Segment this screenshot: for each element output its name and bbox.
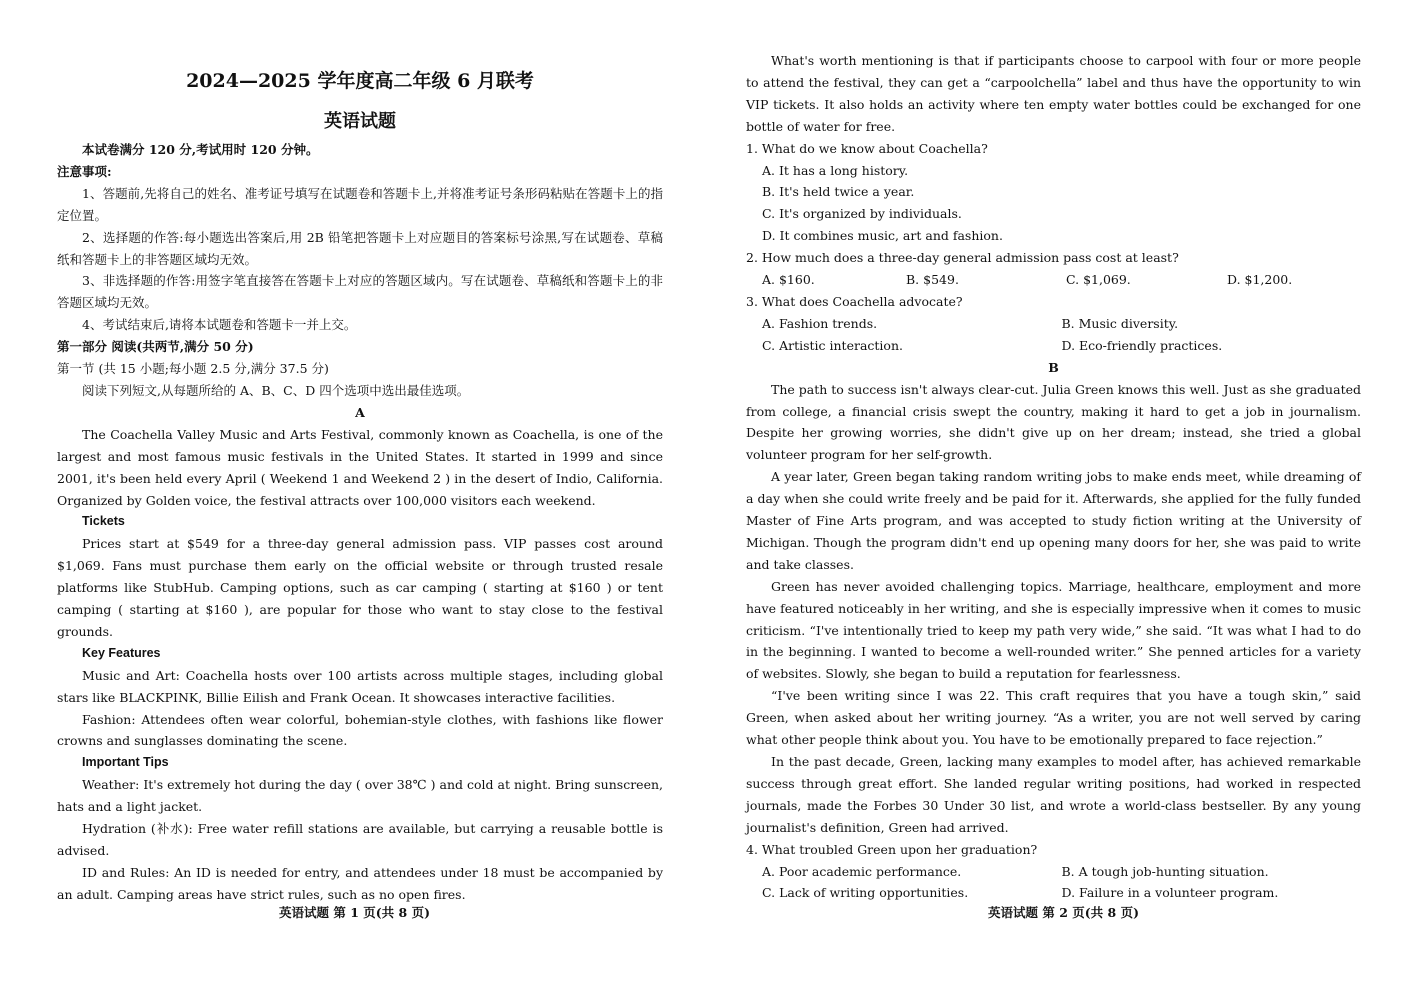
answer-option: A. Poor academic performance.	[762, 863, 962, 879]
passage-paragraph: In the past decade, Green, lacking many examples to model after, has achieved remarkable success through great effort. She landed regular writing positions, had worked in respected journals, made the Forbes 30 Under 30 list, and wrote a world-class bestseller. By any young journalist's definition, Green had arrived.	[746, 754, 1361, 835]
answer-option: D. It combines music, art and fashion.	[762, 228, 1003, 244]
answer-option: D. Eco-friendly practices.	[1061, 337, 1223, 353]
question-3: 3. What does Coachella advocate?	[746, 293, 963, 309]
options-row	[746, 313, 1361, 335]
instruction: 阅读下列短文,从每题所给的 A、B、C、D 四个选项中选出最佳选项。	[82, 382, 470, 398]
answer-option: B. A tough job-hunting situation.	[1061, 863, 1269, 879]
passage-paragraph: Fashion: Attendees often wear colorful, bohemian-style clothes, with fashions like flower crowns and sunglasses dominating the scene.	[57, 711, 663, 749]
answer-option: D. Failure in a volunteer program.	[1061, 885, 1279, 901]
tickets-heading: Tickets	[82, 514, 125, 529]
note-item: 2、选择题的作答:每小题选出答案后,用 2B 铅笔把答题卡上对应题目的答案标号涂黑,写在试题卷、草稿纸和答题卡上的非答题区域均无效。	[57, 229, 663, 267]
question-4: 4. What troubled Green upon her graduation?	[746, 841, 1038, 857]
answer-option: A. Fashion trends.	[762, 315, 878, 331]
score-info: 本试卷满分 120 分,考试用时 120 分钟。	[82, 142, 319, 157]
passage-paragraph: Prices start at $549 for a three-day general admission pass. VIP passes cost around $1,069. Fans must purchase them early on the official website or through trusted resale platforms like StubHub. Camping options, such as car camping ( starting at $160 ) or tent camping ( starting at $160 ), are popular for those who want to stay close to the festival grounds.	[57, 536, 663, 639]
answer-option: A. $160.	[762, 272, 815, 288]
page-footer: 英语试题 第 2 页(共 8 页)	[988, 905, 1139, 920]
answer-option: B. It's held twice a year.	[762, 184, 915, 200]
passage-paragraph: A year later, Green began taking random writing jobs to make ends meet, while dreaming of a day when she could write freely and be paid for it. Afterwards, she applied for the fully funded Master of Fine Arts program, and was accepted to study fiction writing at the University of Michigan. Though the program didn't end up opening many doors for her, she was paid to write and take classes.	[746, 469, 1361, 572]
options-row	[746, 269, 1361, 291]
answer-option: B. $549.	[906, 272, 959, 288]
note-item: 1、答题前,先将自己的姓名、准考证号填写在试题卷和答题卡上,并将准考证号条形码粘贴在答题卡上的指定位置。	[57, 185, 663, 223]
answer-option: D. $1,200.	[1227, 272, 1293, 288]
exam-title: 2024—2025 学年度高二年级 6 月联考	[186, 70, 534, 92]
passage-paragraph: Music and Art: Coachella hosts over 100 artists across multiple stages, including global stars like BLACKPINK, Billie Eilish and Frank Ocean. It showcases interactive facilities.	[57, 667, 663, 705]
question-2: 2. How much does a three-day general admission pass cost at least?	[746, 250, 1179, 266]
passage-paragraph: The path to success isn't always clear-cut. Julia Green knows this well. Just as she graduated from college, a financial crisis swept the country, making it hard to get a job in journalism. Despite her growing worries, she didn't give up on her dream; instead, she tried a global volunteer program for her self-growth.	[746, 381, 1361, 463]
options-row	[746, 861, 1361, 883]
features-heading: Key Features	[82, 645, 161, 660]
passage-paragraph: What's worth mentioning is that if participants choose to carpool with four or more people to attend the festival, they can get a “carpoolchella” label and thus have the opportunity to win VIP tickets. It also holds an activity where ten empty water bottles could be exchanged for one bottle of water for free.	[746, 53, 1361, 134]
page-footer: 英语试题 第 1 页(共 8 页)	[279, 905, 430, 920]
note-item: 3、非选择题的作答:用签字笔直接答在答题卡上对应的答题区域内。写在试题卷、草稿纸和答题卡上的非答题区域均无效。	[57, 273, 663, 311]
note-item: 4、考试结束后,请将本试题卷和答题卡一并上交。	[82, 317, 357, 333]
passage-b-label: B	[1048, 359, 1059, 375]
answer-option: C. Lack of writing opportunities.	[762, 885, 969, 901]
answer-option: A. It has a long history.	[762, 162, 909, 178]
passage-paragraph: Weather: It's extremely hot during the day ( over 38℃ ) and cold at night. Bring sunscreen, hats and a light jacket.	[57, 777, 663, 815]
passage-paragraph: ID and Rules: An ID is needed for entry, and attendees under 18 must be accompanied by an adult. Camping areas have strict rules, such as no open fires.	[57, 864, 663, 902]
tips-heading: Important Tips	[82, 755, 169, 770]
passage-paragraph: “I've been writing since I was 22. This craft requires that you have a tough skin,” said Green, when asked about her writing journey. “As a writer, you are not well served by caring what other people think about you. You have to be emotionally prepared to face rejection.”	[746, 688, 1361, 748]
answer-option: C. Artistic interaction.	[762, 337, 903, 353]
passage-a-label: A	[355, 404, 365, 420]
answer-option: B. Music diversity.	[1061, 315, 1179, 331]
passage-paragraph: Green has never avoided challenging topics. Marriage, healthcare, employment and more have featured noticeably in her writing, and she is especially impressive when it comes to music criticism. “I've intentionally tried to keep my path very wide,” she said. “It was what I had to do in the beginning. I wanted to become a well-rounded writer.” She penned articles for a variety of websites. Slowly, she began to build a reputation for fearlessness.	[746, 578, 1361, 682]
options-row	[746, 882, 1361, 904]
passage-paragraph: The Coachella Valley Music and Arts Festival, commonly known as Coachella, is one of the largest and most famous music festivals in the United States. It started in 1999 and since 2001, it's been held every April ( Weekend 1 and Weekend 2 ) in the desert of Indio, California. Organized by Golden voice, the festival attracts over 100,000 visitors each weekend.	[57, 426, 663, 508]
passage-paragraph: Hydration (补水): Free water refill stations are available, but carrying a reusable bottle is advised.	[57, 821, 663, 858]
exam-subtitle: 英语试题	[324, 111, 396, 132]
section-heading: 第一节 (共 15 小题;每小题 2.5 分,满分 37.5 分)	[57, 361, 329, 377]
question-1: 1. What do we know about Coachella?	[746, 140, 988, 156]
answer-option: C. It's organized by individuals.	[762, 206, 962, 222]
answer-option: C. $1,069.	[1066, 272, 1131, 288]
exam-page-2	[709, 0, 1418, 983]
part-heading: 第一部分 阅读(共两节,满分 50 分)	[57, 339, 254, 355]
options-row	[746, 335, 1361, 357]
notes-heading: 注意事项:	[57, 163, 112, 179]
